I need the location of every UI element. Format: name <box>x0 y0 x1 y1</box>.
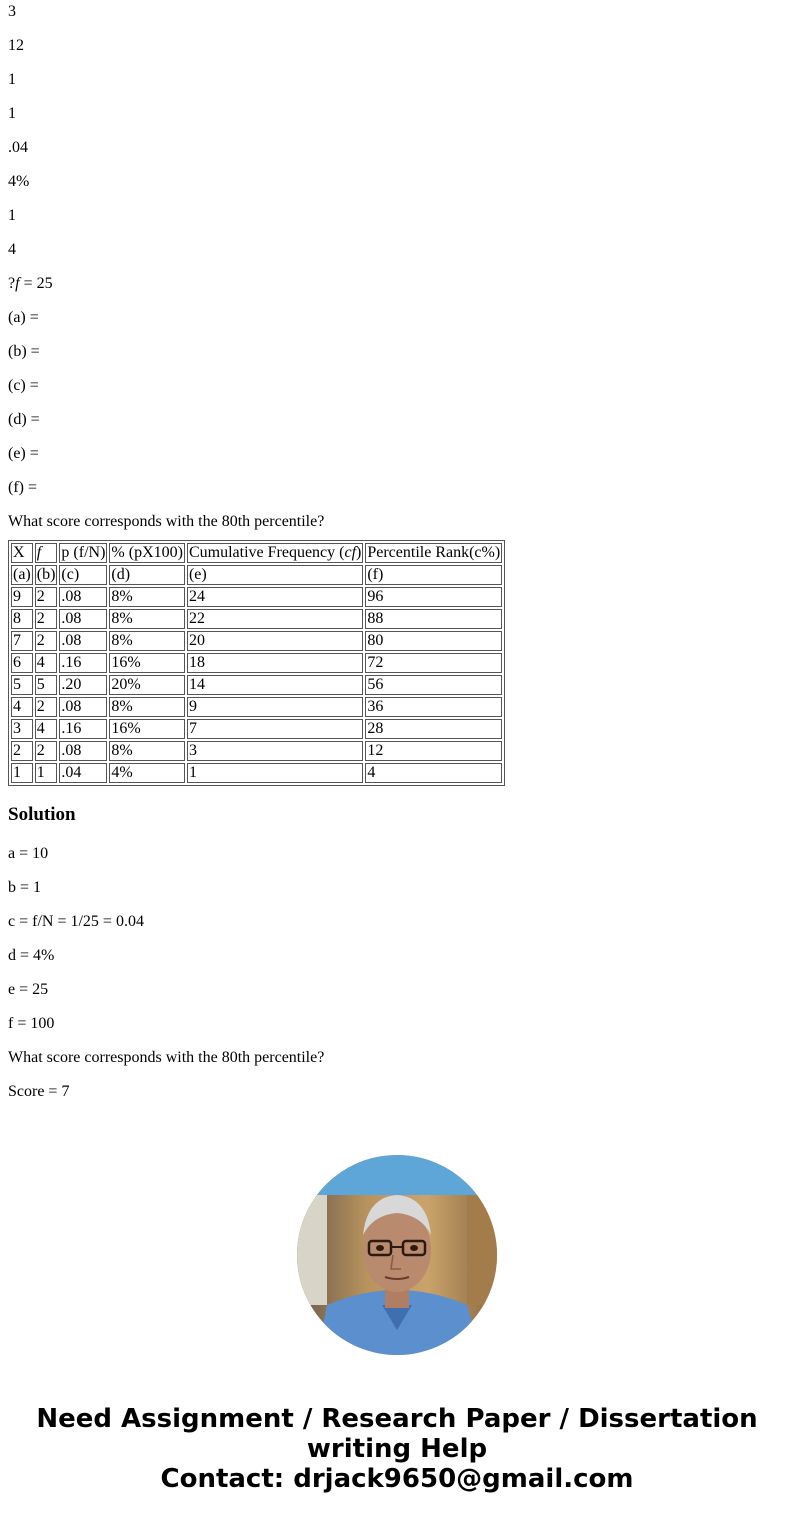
cell-percent: 8% <box>109 587 185 607</box>
value-line: .04 <box>8 139 28 156</box>
cell-cumulative-frequency: 1 <box>187 763 363 783</box>
solution-lines <box>8 844 786 1116</box>
value-line: 1 <box>8 105 16 122</box>
cell-p: .08 <box>59 609 107 629</box>
table-row <box>11 697 502 717</box>
solution-line: f = 100 <box>8 1015 55 1032</box>
contact-banner <box>0 1404 794 1494</box>
table-row <box>11 609 502 629</box>
cell-percentile-rank: 28 <box>365 719 502 739</box>
sum-f-suffix: = 25 <box>19 275 53 292</box>
cell-percentile-rank: 80 <box>365 631 502 651</box>
cell-p: .08 <box>59 741 107 761</box>
table-row <box>11 675 502 695</box>
solution-line: a = 10 <box>8 845 49 862</box>
cell-p: (c) <box>59 565 107 585</box>
cell-p: .16 <box>59 719 107 739</box>
cell-f: 4 <box>35 719 58 739</box>
cell-x: 3 <box>11 719 33 739</box>
banner-line: Need Assignment / Research Paper / Dissertation <box>36 1404 758 1434</box>
cell-f: 2 <box>35 587 58 607</box>
author-photo-illustration <box>297 1155 497 1355</box>
table-row <box>11 653 502 673</box>
blank-line: (c) = <box>8 377 39 394</box>
solution-line: e = 25 <box>8 981 49 998</box>
cell-percentile-rank: 88 <box>365 609 502 629</box>
header-x: X <box>11 543 33 563</box>
cell-f: 2 <box>35 741 58 761</box>
cell-percentile-rank: (f) <box>365 565 502 585</box>
cell-x: 2 <box>11 741 33 761</box>
cell-p: .08 <box>59 587 107 607</box>
cell-percent: 4% <box>109 763 185 783</box>
question-text: What score corresponds with the 80th percentile? <box>8 513 325 530</box>
cell-f: 2 <box>35 609 58 629</box>
table-row <box>11 587 502 607</box>
header-f <box>35 543 58 563</box>
cell-f: (b) <box>36 566 56 583</box>
table-header-row <box>11 543 502 563</box>
table-body <box>11 565 502 783</box>
cell-f: 4 <box>35 653 58 673</box>
header-cf-symbol: cf <box>344 544 357 561</box>
value-line: 3 <box>8 3 16 20</box>
cell-percent: 20% <box>109 675 185 695</box>
cell-cumulative-frequency: 18 <box>187 653 363 673</box>
value-line: 12 <box>8 37 24 54</box>
cell-percent: 8% <box>109 697 185 717</box>
cell-cumulative-frequency: 7 <box>187 719 363 739</box>
cell-x: (a) <box>13 566 31 583</box>
table-row <box>11 631 502 651</box>
cell-cumulative-frequency: 22 <box>187 609 363 629</box>
header-cf-suffix: ) <box>356 544 362 561</box>
sum-f-symbol: f <box>15 275 20 292</box>
author-avatar <box>297 1155 497 1355</box>
cell-cumulative-frequency: 14 <box>187 675 363 695</box>
cell-percentile-rank: 4 <box>365 763 502 783</box>
cell-percent: 8% <box>109 631 185 651</box>
table-row <box>11 763 502 783</box>
top-values-list <box>8 2 786 274</box>
solution-line: c = f/N = 1/25 = 0.04 <box>8 913 144 930</box>
cell-cumulative-frequency: 3 <box>187 741 363 761</box>
cell-percent: 8% <box>109 741 185 761</box>
cell-cumulative-frequency: 9 <box>187 697 363 717</box>
solution-heading: Solution <box>8 804 76 825</box>
value-line: 1 <box>8 71 16 88</box>
cell-p: .20 <box>59 675 107 695</box>
document-body <box>0 2 794 1116</box>
cell-cumulative-frequency: 20 <box>187 631 363 651</box>
cell-cumulative-frequency: 24 <box>187 587 363 607</box>
solution-line: What score corresponds with the 80th percentile? <box>8 1049 325 1066</box>
cell-p: .04 <box>59 763 107 783</box>
header-f-symbol: f <box>36 544 42 561</box>
table-row <box>11 719 502 739</box>
value-line: 4 <box>8 241 16 258</box>
frequency-table <box>8 540 505 786</box>
cell-f: 1 <box>35 763 58 783</box>
solution-line: b = 1 <box>8 879 42 896</box>
cell-percent: 16% <box>109 653 185 673</box>
header-p: p (f/N) <box>61 544 106 561</box>
cell-f: 2 <box>35 697 58 717</box>
header-percent: % (pX100) <box>111 544 183 561</box>
contact-email: Contact: drjack9650@gmail.com <box>160 1464 634 1494</box>
blank-line: (d) = <box>8 411 40 428</box>
cell-percentile-rank: 56 <box>365 675 502 695</box>
value-line: 4% <box>8 173 30 190</box>
blank-line: (b) = <box>8 343 40 360</box>
cell-percent: 16% <box>109 719 185 739</box>
sum-f-line <box>8 274 786 308</box>
cell-x: 5 <box>11 675 33 695</box>
header-percentile-rank: Percentile Rank(c%) <box>367 544 501 561</box>
solution-line: d = 4% <box>8 947 55 964</box>
cell-x: 7 <box>11 631 33 651</box>
table-row <box>11 565 502 585</box>
cell-p: .08 <box>59 631 107 651</box>
header-cf-prefix: Cumulative Frequency ( <box>188 544 345 561</box>
value-line: 1 <box>8 207 16 224</box>
sum-f-prefix: ? <box>8 275 16 292</box>
cell-cumulative-frequency: (e) <box>187 565 363 585</box>
cell-x: 1 <box>11 763 33 783</box>
banner-line: writing Help <box>306 1434 488 1464</box>
solution-line: Score = 7 <box>8 1083 70 1100</box>
cell-percent: 8% <box>109 609 185 629</box>
blank-line: (e) = <box>8 445 39 462</box>
cell-f: 5 <box>35 675 58 695</box>
cell-f: 2 <box>35 631 58 651</box>
cell-percentile-rank: 96 <box>365 587 502 607</box>
cell-x: 8 <box>11 609 33 629</box>
cell-p: .16 <box>59 653 107 673</box>
cell-percentile-rank: 72 <box>365 653 502 673</box>
blank-line: (a) = <box>8 309 39 326</box>
cell-percentile-rank: 36 <box>365 697 502 717</box>
blank-answers <box>8 308 786 512</box>
cell-percent: (d) <box>109 565 185 585</box>
blank-line: (f) = <box>8 479 38 496</box>
cell-percentile-rank: 12 <box>365 741 502 761</box>
cell-x: 6 <box>11 653 33 673</box>
cell-x: 9 <box>11 587 33 607</box>
cell-p: .08 <box>59 697 107 717</box>
cell-x: 4 <box>11 697 33 717</box>
header-cumulative-frequency <box>187 543 363 563</box>
table-row <box>11 741 502 761</box>
